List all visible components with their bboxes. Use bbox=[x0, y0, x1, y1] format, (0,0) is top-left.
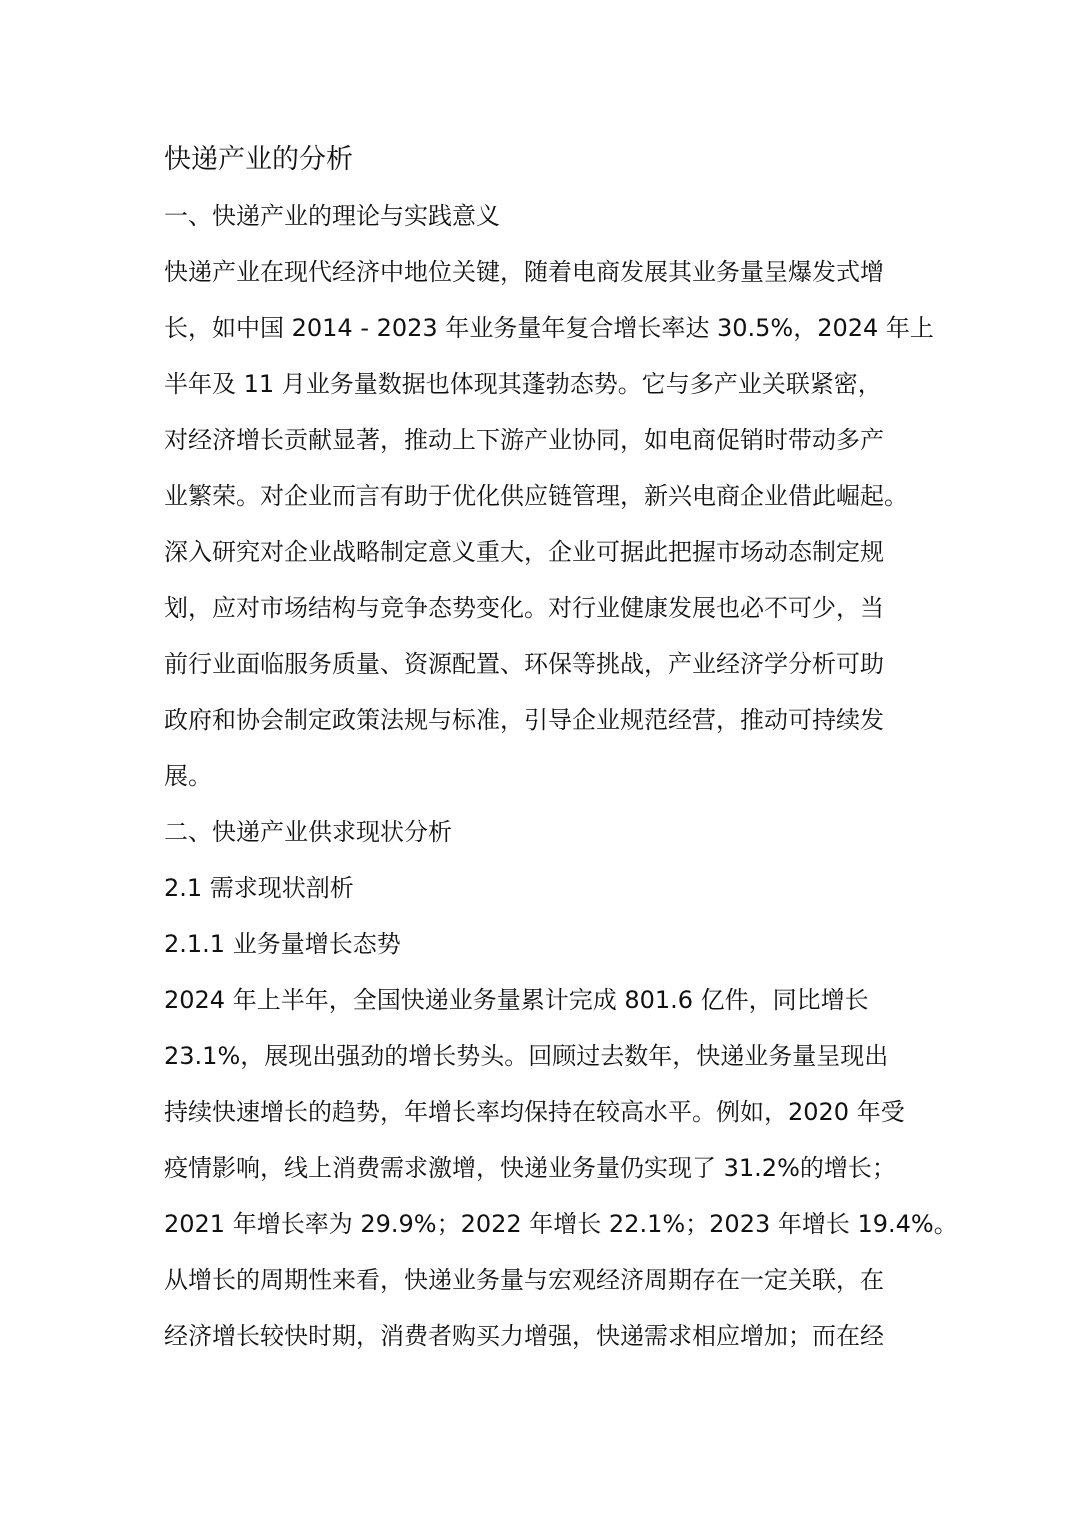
document-page bbox=[164, 132, 958, 1364]
paragraph-line: 2021 年增长率为 29.9%；2022 年增长 22.1%；2023 年增长 19.4%。 bbox=[164, 1210, 958, 1238]
document-title: 快递产业的分析 bbox=[164, 144, 353, 175]
paragraph-line: 政府和协会制定政策法规与标准，引导企业规范经营，推动可持续发 bbox=[164, 706, 884, 734]
section-1-heading: 一、快递产业的理论与实践意义 bbox=[164, 202, 500, 230]
paragraph-line: 2024 年上半年，全国快递业务量累计完成 801.6 亿件，同比增长 bbox=[164, 986, 869, 1014]
section-1-paragraph bbox=[164, 244, 944, 804]
paragraph-line: 疫情影响，线上消费需求激增，快递业务量仍实现了 31.2%的增长； bbox=[164, 1154, 896, 1182]
paragraph-line: 长，如中国 2014 - 2023 年业务量年复合增长率达 30.5%，2024 年上 bbox=[164, 314, 934, 342]
paragraph-line: 23.1%，展现出强劲的增长势头。回顾过去数年，快递业务量呈现出 bbox=[164, 1042, 889, 1070]
paragraph-line: 展。 bbox=[164, 762, 212, 790]
subsection-2-1-1-heading: 2.1.1 业务量增长态势 bbox=[164, 930, 401, 958]
paragraph-line: 持续快速增长的趋势，年增长率均保持在较高水平。例如，2020 年受 bbox=[164, 1098, 905, 1126]
paragraph-line: 对经济增长贡献显著，推动上下游产业协同，如电商促销时带动多产 bbox=[164, 426, 884, 454]
section-2-heading: 二、快递产业供求现状分析 bbox=[164, 818, 452, 846]
section-2-paragraph bbox=[164, 972, 958, 1364]
paragraph-line: 业繁荣。对企业而言有助于优化供应链管理，新兴电商企业借此崛起。 bbox=[164, 482, 908, 510]
paragraph-line: 快递产业在现代经济中地位关键，随着电商发展其业务量呈爆发式增 bbox=[164, 258, 884, 286]
paragraph-line: 深入研究对企业战略制定意义重大，企业可据此把握市场动态制定规 bbox=[164, 538, 884, 566]
subsection-2-1-heading: 2.1 需求现状剖析 bbox=[164, 874, 354, 902]
paragraph-line: 经济增长较快时期，消费者购买力增强，快递需求相应增加；而在经 bbox=[164, 1322, 884, 1350]
paragraph-line: 半年及 11 月业务量数据也体现其蓬勃态势。它与多产业关联紧密， bbox=[164, 370, 882, 398]
paragraph-line: 划，应对市场结构与竞争态势变化。对行业健康发展也必不可少，当 bbox=[164, 594, 884, 622]
paragraph-line: 前行业面临服务质量、资源配置、环保等挑战，产业经济学分析可助 bbox=[164, 650, 884, 678]
paragraph-line: 从增长的周期性来看，快递业务量与宏观经济周期存在一定关联，在 bbox=[164, 1266, 884, 1294]
